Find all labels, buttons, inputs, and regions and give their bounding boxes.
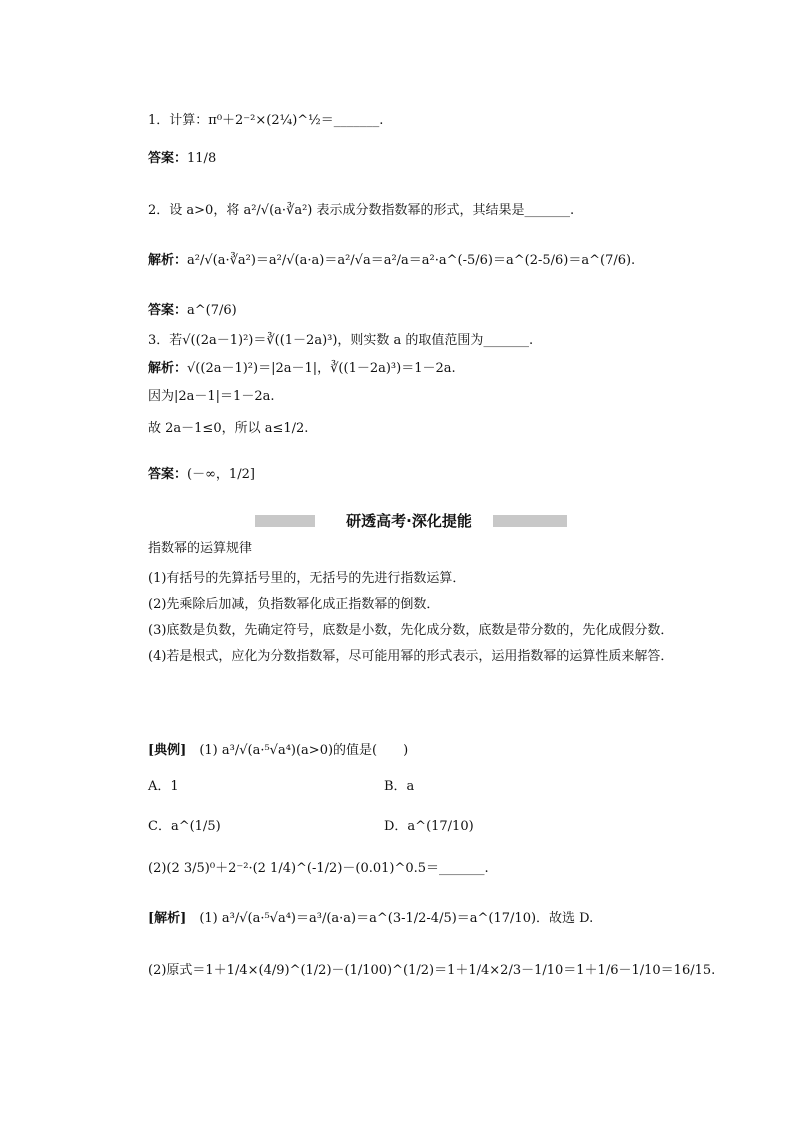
- answer-1-value: 11/8: [187, 151, 217, 166]
- rule-item: (2)先乘除后加减，负指数幂化成正指数幂的倒数．: [148, 597, 440, 612]
- answer-2-value: a^(7/6): [187, 303, 237, 318]
- solution-label: 解析：: [148, 361, 188, 376]
- question-3-blank: _______.: [483, 333, 534, 348]
- solution-3-line-3: 故 2a－1≤0，所以 a≤1/2.: [148, 421, 309, 436]
- answer-3-value: (－∞，1/2]: [187, 467, 255, 482]
- solution-2: [148, 252, 635, 270]
- solution-2-value: a²/√(a·∛a²)＝a²/√(a·a)＝a²/√a＝a²/a＝a²·a^(-5/6)＝a^(2-5/6)＝a^(7/6).: [187, 253, 636, 268]
- rule-item: (3)底数是负数，先确定符号，底数是小数，先化成分数，底数是带分数的，先化成假分数．: [148, 623, 674, 638]
- option-a: A．1: [148, 779, 179, 794]
- solution-3-line-2: 因为|2a－1|＝1－2a.: [148, 389, 275, 404]
- answer-3: [148, 466, 255, 484]
- example-solution-2: (2)原式＝1＋1/4×(4/9)^(1/2)－(1/100)^(1/2)＝1＋1/4×2/3－1/10＝1＋1/6－1/10＝16/15.: [148, 963, 716, 978]
- example-label: [典例]: [148, 743, 187, 758]
- example-solution-1: [148, 910, 593, 928]
- rules-heading: 指数幂的运算规律: [148, 541, 253, 556]
- example-q2-text: (2)(2 3/5)⁰＋2⁻²·(2 1/4)^(-1/2)－(0.01)^0.5＝: [148, 861, 440, 876]
- answer-label: 答案：: [148, 467, 188, 482]
- option-c: C．a^(1/5): [148, 819, 221, 834]
- solution-3: [148, 360, 456, 378]
- question-1-blank: _______.: [333, 113, 384, 128]
- option-b: B．a: [384, 779, 415, 794]
- example-solution-1-text: (1) a³/√(a·⁵√a⁴)＝a³/(a·a)＝a^(3-1/2-4/5)＝a^(17/10)．故选 D.: [199, 911, 594, 926]
- solution-label: 解析：: [148, 253, 188, 268]
- example-question-1: [148, 742, 408, 760]
- rule-item: (4)若是根式，应化为分数指数幂，尽可能用幂的形式表示，运用指数幂的运算性质来解答．: [148, 649, 674, 664]
- banner-title: 研透高考·深化提能: [346, 512, 472, 530]
- solution-3-value: √((2a－1)²)＝|2a－1|，∛((1－2a)³)＝1－2a.: [187, 361, 456, 376]
- example-q1-text: (1) a³/√(a·⁵√a⁴)(a>0)的值是( ): [199, 743, 409, 758]
- solution-label: [解析]: [148, 911, 187, 926]
- answer-label: 答案：: [148, 151, 188, 166]
- answer-1: [148, 150, 216, 168]
- question-3: [148, 332, 533, 350]
- answer-2: [148, 302, 237, 320]
- section-banner: [255, 510, 567, 532]
- answer-label: 答案：: [148, 303, 188, 318]
- banner-bar-right: [493, 515, 567, 527]
- example-q2-blank: _______.: [439, 861, 489, 876]
- banner-bar-left: [255, 515, 315, 527]
- rule-item: (1)有括号的先算括号里的，无括号的先进行指数运算．: [148, 571, 466, 586]
- question-3-text: 3．若√((2a－1)²)＝∛((1－2a)³)，则实数 a 的取值范围为: [148, 333, 484, 348]
- option-d: D．a^(17/10): [384, 819, 474, 834]
- question-2: [148, 202, 574, 220]
- rules-list: [120, 566, 680, 670]
- example-question-2: [148, 860, 489, 878]
- question-1: [148, 112, 383, 130]
- question-2-blank: _______.: [524, 203, 575, 218]
- question-2-text: 2．设 a>0，将 a²/√(a·∛a²) 表示成分数指数幂的形式，其结果是: [148, 203, 525, 218]
- question-1-text: 1．计算：π⁰＋2⁻²×(2¼)^½＝: [148, 113, 334, 128]
